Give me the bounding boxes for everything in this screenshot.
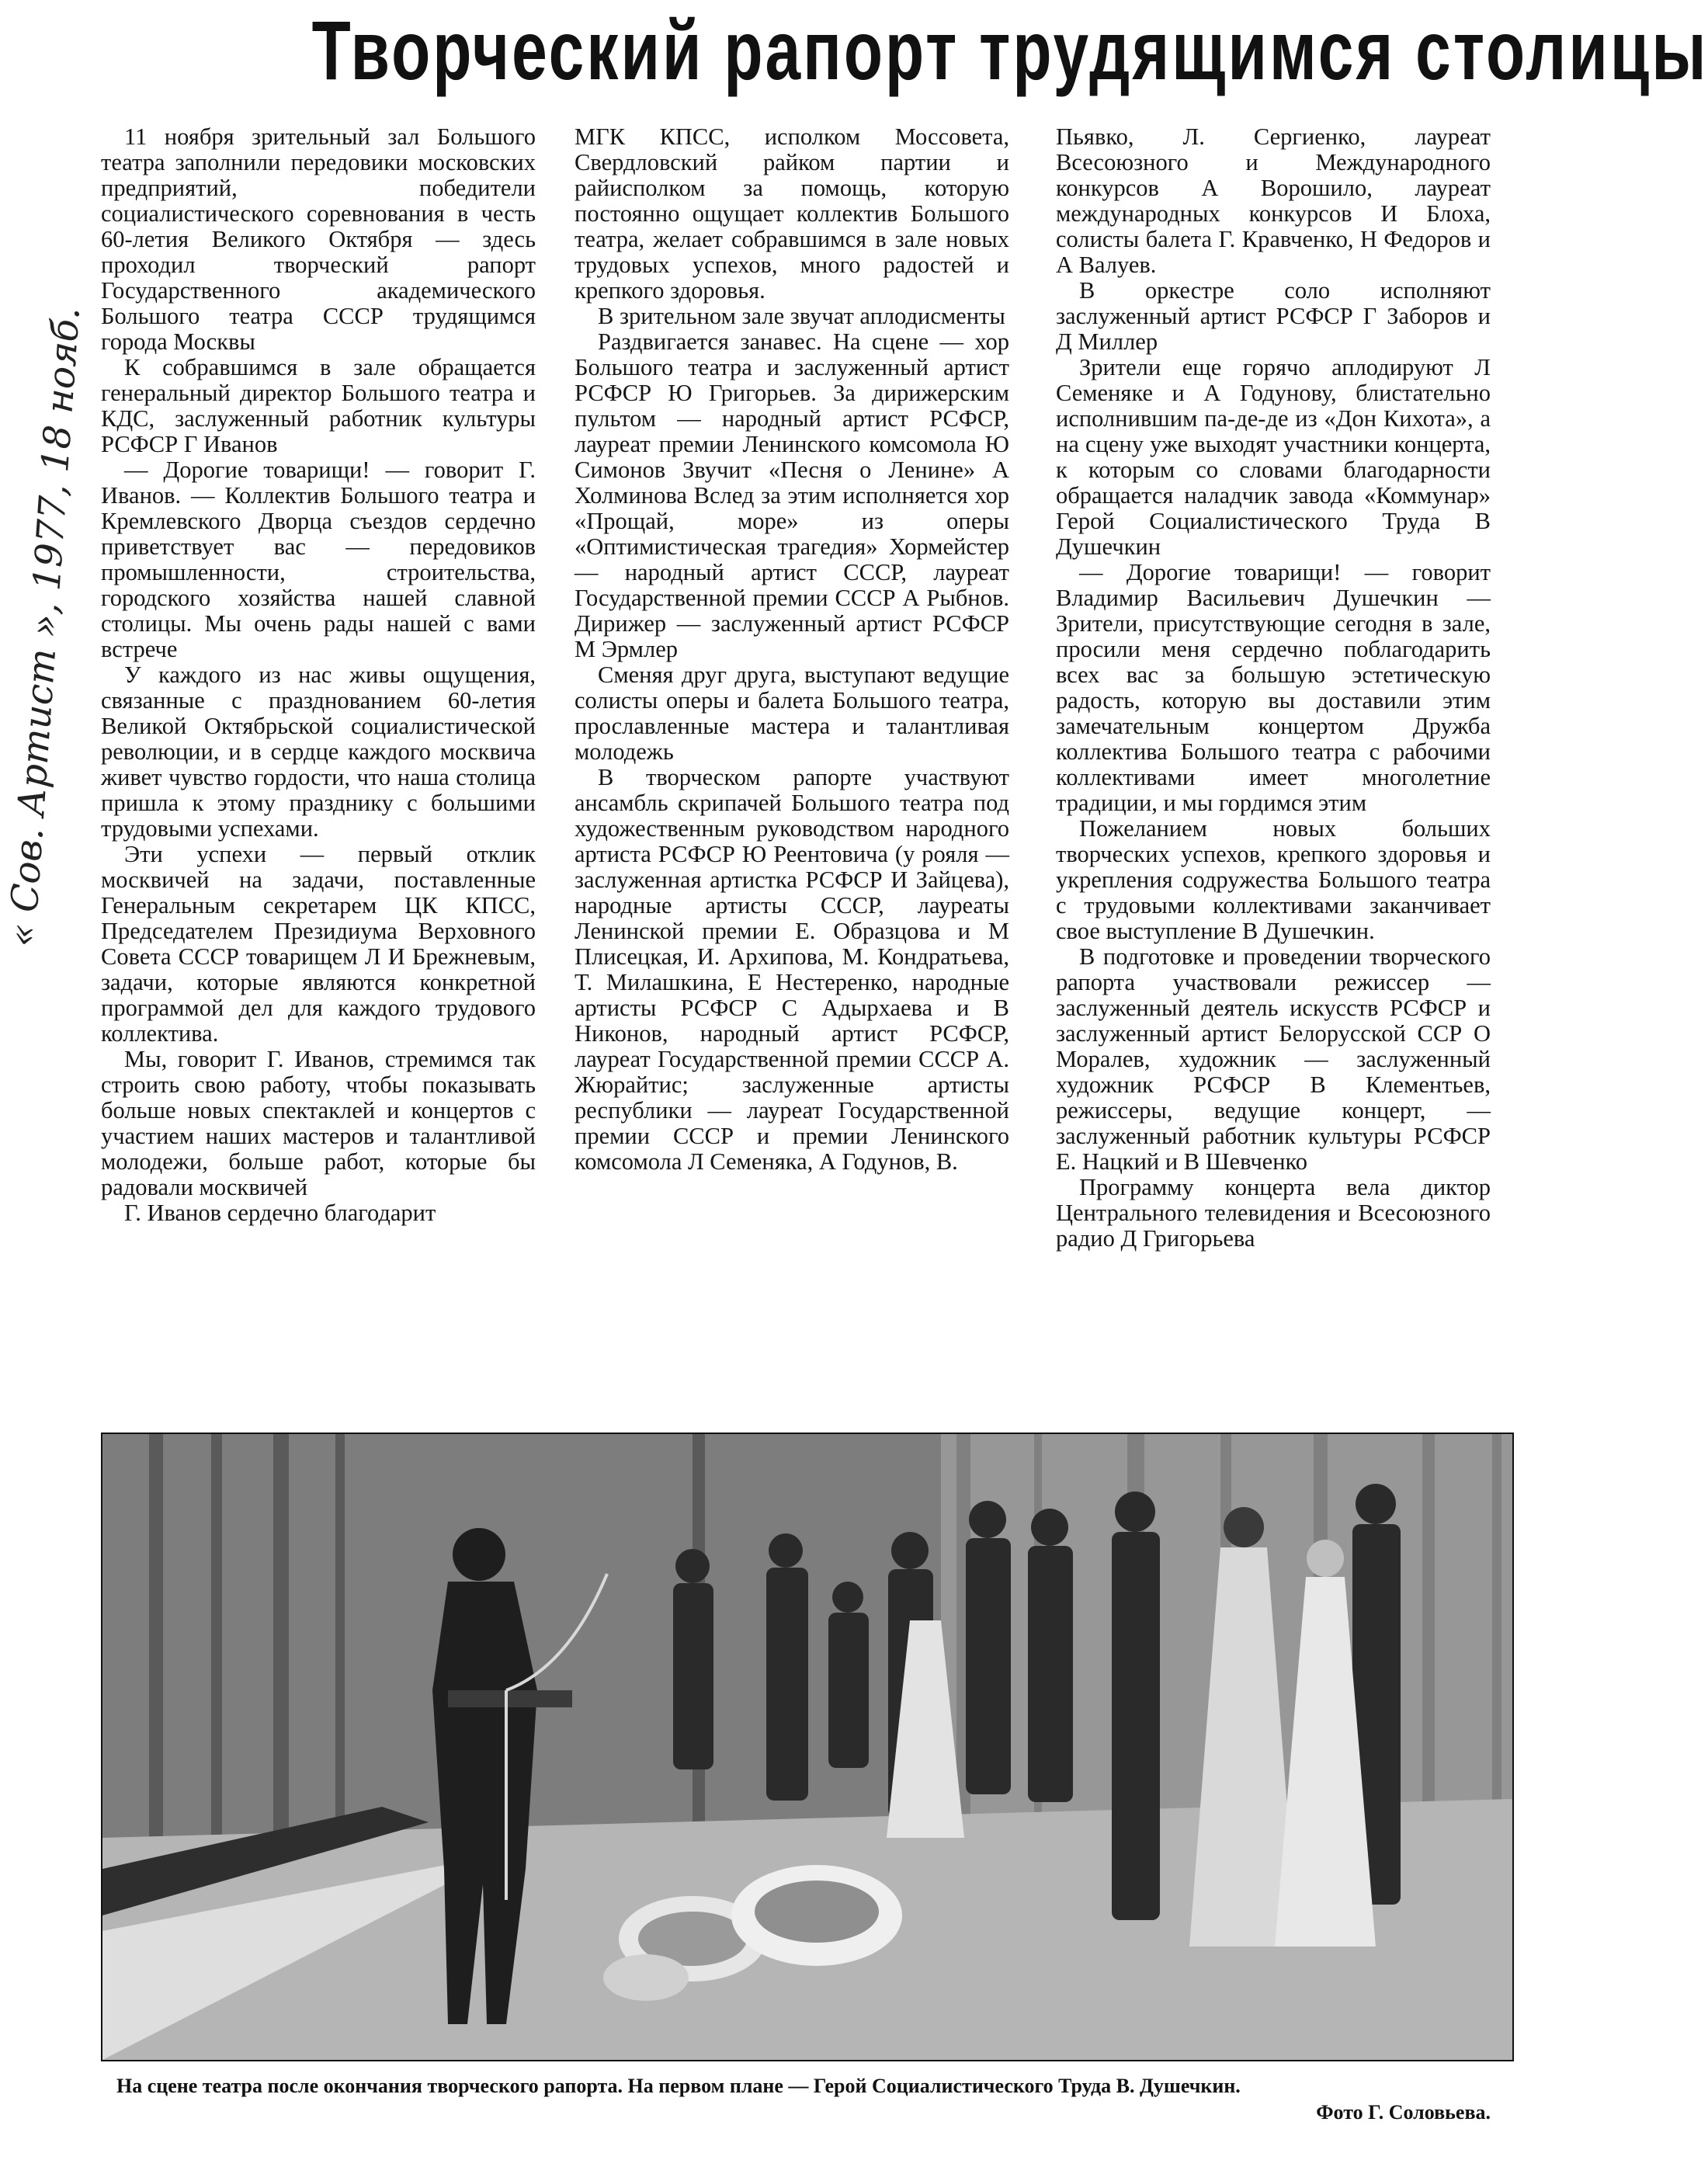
article-column-3: [1056, 124, 1491, 1421]
photo-caption: На сцене театра после окончания творческого рапорта. На первом плане — Герой Социалистического Труда В. Душечкин.: [116, 2075, 1241, 2097]
article-column-2: [575, 124, 1009, 1421]
paragraph: В подготовке и проведении творческого рапорта участвовали режиссер — заслуженный деятель искусств РСФСР и заслуженный артист Белорусской ССР О Моралев, художник — заслуженный художник РСФСР В Клементьев, режиссеры, ведущие концерт, — заслуженный работник культуры РСФСР Е. Нацкий и В Шевченко: [1056, 943, 1491, 1175]
article-column-1: [101, 124, 536, 1421]
paragraph: В оркестре соло исполняют заслуженный артист РСФСР Г Заборов и Д Миллер: [1056, 277, 1491, 355]
paragraph: У каждого из нас живы ощущения, связанные с празднованием 60-летия Великой Октябрьской социалистической революции, и в сердце каждого москвича живет чувство гордости, что наша столица пришла к этому празднику с большими трудовыми успехами.: [101, 662, 536, 842]
paragraph: Пьявко, Л. Сергиенко, лауреат Всесоюзного и Международного конкурсов А Ворошило, лауреат международных конкурсов И Блоха, солисты балета Г. Кравченко, Н Федоров и А Валуев.: [1056, 123, 1491, 278]
paragraph: Программу концерта вела диктор Центрального телевидения и Всесоюзного радио Д Григорьева: [1056, 1174, 1491, 1252]
photo-credit: Фото Г. Соловьева.: [1316, 2101, 1491, 2124]
paragraph: 11 ноября зрительный зал Большого театра заполнили передовики московских предприятий, победители социалистического соревнования в честь 60-летия Великого Октября — здесь проходил творческий рапорт Государственного академического Большого театра СССР трудящимся города Москвы: [101, 123, 536, 355]
paragraph: Пожеланием новых больших творческих успехов, крепкого здоровья и укрепления содружества Большого театра с трудовыми коллективами заканчивает свое выступление В Душечкин.: [1056, 815, 1491, 944]
handwritten-source-note: « Сов. Артист », 1977, 18 нояб.: [0, 305, 89, 949]
stage-photo: [101, 1433, 1514, 2061]
paragraph: Мы, говорит Г. Иванов, стремимся так строить свою работу, чтобы показывать больше новых спектаклей и концертов с участием наших мастеров и талантливой молодежи, больше работ, которые бы радовали москвичей: [101, 1046, 536, 1200]
paragraph: — Дорогие товарищи! — говорит Владимир Васильевич Душечкин — Зрители, присутствующие сегодня в зале, просили меня сердечно поблагодарить всех вас за большую эстетическую радость, которую вы доставили этим замечательным концертом Дружба коллектива Большого театра с рабочими коллективами имеет многолетние традиции, и мы гордимся этим: [1056, 559, 1491, 816]
paragraph: Эти успехи — первый отклик москвичей на задачи, поставленные Генеральным секретарем ЦК КПСС, Председателем Президиума Верховного Совета СССР товарищем Л И Брежневым, задачи, которые являются конкретной программой дел для каждого трудового коллектива.: [101, 841, 536, 1047]
paragraph: В зрительном зале звучат аплодисменты: [598, 303, 1005, 329]
stage-photo-illustration: [102, 1434, 1512, 2060]
paragraph: Раздвигается занавес. На сцене — хор Большого театра и заслуженный артист РСФСР Ю Григорьев. За дирижерским пультом — народный артист РСФСР, лауреат премии Ленинского комсомола Ю Симонов Звучит «Песня о Ленине» А Холминова Вслед за этим исполняется хор «Прощай, море» из оперы «Оптимистическая трагедия» Хормейстер — народный артист СССР, лауреат Государственной премии СССР А Рыбнов. Дирижер — заслуженный артист РСФСР М Эрмлер: [575, 328, 1009, 662]
paragraph: Сменяя друг друга, выступают ведущие солисты оперы и балета Большого театра, прославленные мастера и талантливая молодежь: [575, 662, 1009, 765]
paragraph: — Дорогие товарищи! — говорит Г. Иванов. — Коллектив Большого театра и Кремлевского Дворца съездов сердечно приветствует вас — передовиков промышленности, строительства, городского хозяйства нашей славной столицы. Мы очень рады нашей с вами встрече: [101, 457, 536, 662]
paragraph: МГК КПСС, исполком Моссовета, Свердловский райком партии и райисполком за помощь, которую постоянно ощущает коллектив Большого театра, желает собравшимся в зале новых трудовых успехов, много радостей и крепкого здоровья.: [575, 123, 1009, 304]
photo-caption-block: [116, 2073, 1491, 2124]
paragraph: В творческом рапорте участвуют ансамбль скрипачей Большого театра под художественным руководством народного артиста РСФСР Ю Реентовича (у рояля — заслуженная артистка РСФСР И Зайцева), народные артисты СССР, лауреаты Ленинской премии Е. Образцова и М Плисецкая, И. Архипова, М. Кондратьева, Т. Милашкина, Е Нестеренко, народные артисты РСФСР С Адырхаева и В Никонов, народный артист РСФСР, лауреат Государственной премии СССР А. Жюрайтис; заслуженные артисты республики — лауреат Государственной премии СССР и премии Ленинского комсомола Л Семеняка, А Годунов, В.: [575, 764, 1009, 1175]
paragraph: Г. Иванов сердечно благодарит: [124, 1200, 436, 1226]
headline: Творческий рапорт трудящимся столицы: [311, 3, 1708, 97]
paragraph: Зрители еще горячо аплодируют Л Семеняке и А Годунову, блистательно исполнившим па-де-де из «Дон Кихота», а на сцену уже выходят участники концерта, к которым со словами благодарности обращается наладчик завода «Коммунар» Герой Социалистического Труда В Душечкин: [1056, 354, 1491, 560]
paragraph: К собравшимся в зале обращается генеральный директор Большого театра и КДС, заслуженный работник культуры РСФСР Г Иванов: [101, 354, 536, 457]
